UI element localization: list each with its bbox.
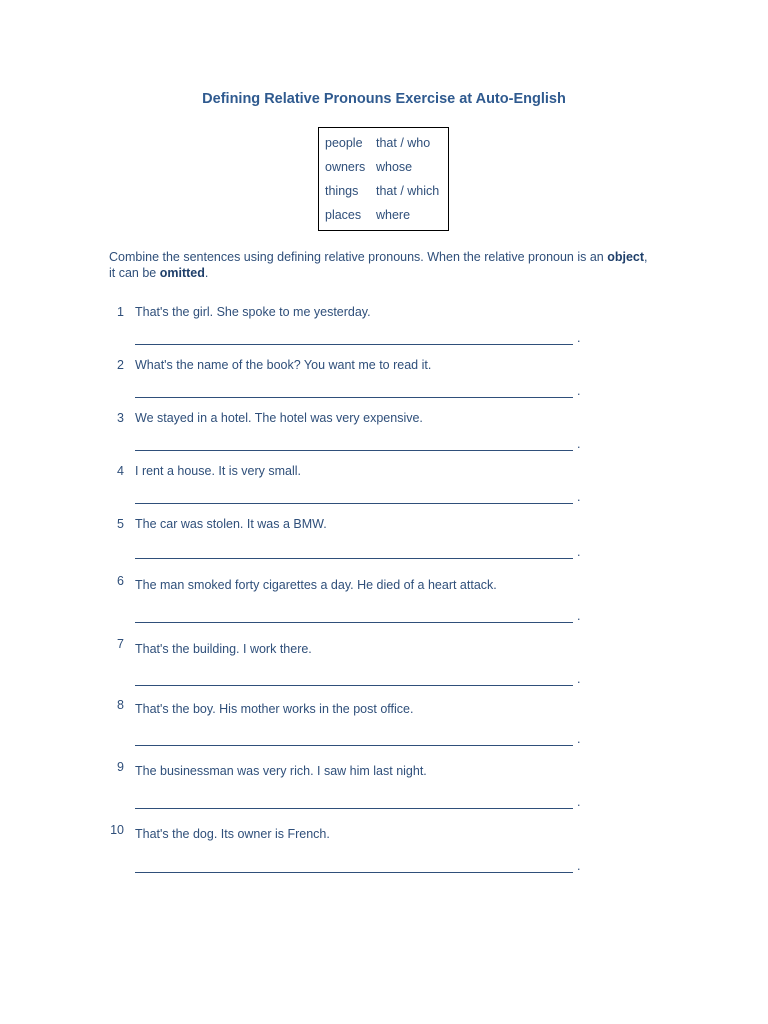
exercise-sentence: The car was stolen. It was a BMW. — [135, 517, 327, 531]
exercise-number: 3 — [117, 411, 124, 425]
exercise-sentence: We stayed in a hotel. The hotel was very expensive. — [135, 411, 423, 425]
answer-end-dot: . — [577, 732, 581, 746]
instructions-text: , it can be — [109, 250, 648, 280]
exercise-number: 7 — [117, 637, 124, 651]
reference-pronoun: that / who — [376, 136, 431, 150]
answer-end-dot: . — [577, 609, 581, 623]
instructions-text: . — [204, 266, 209, 280]
answer-line-4[interactable] — [135, 489, 573, 504]
exercise-sentence: That's the boy. His mother works in the post office. — [135, 702, 414, 716]
reference-pronoun: where — [376, 208, 411, 222]
exercise-number: 9 — [117, 760, 124, 774]
exercise-number: 10 — [110, 823, 124, 837]
answer-line-6[interactable] — [135, 608, 573, 623]
answer-end-dot: . — [577, 859, 581, 873]
answer-end-dot: . — [577, 490, 581, 504]
instructions — [109, 249, 649, 281]
reference-label: places — [325, 208, 362, 222]
answer-end-dot: . — [577, 437, 581, 451]
exercise-sentence: That's the girl. She spoke to me yesterday. — [135, 305, 371, 319]
exercise-sentence: That's the dog. Its owner is French. — [135, 827, 330, 841]
exercise-number: 2 — [117, 358, 124, 372]
answer-line-9[interactable] — [135, 794, 573, 809]
reference-label: people — [325, 136, 363, 150]
answer-line-8[interactable] — [135, 731, 573, 746]
answer-line-1[interactable] — [135, 330, 573, 345]
exercise-sentence: What's the name of the book? You want me to read it. — [135, 358, 432, 372]
answer-line-3[interactable] — [135, 436, 573, 451]
instructions-bold-object: object — [607, 250, 645, 264]
reference-pronoun: that / which — [376, 184, 440, 198]
exercise-number: 4 — [117, 464, 124, 478]
exercise-sentence: The man smoked forty cigarettes a day. He died of a heart attack. — [135, 578, 497, 592]
exercise-sentence: I rent a house. It is very small. — [135, 464, 302, 478]
answer-end-dot: . — [577, 672, 581, 686]
relative-pronoun-reference-table — [318, 127, 449, 231]
exercise-number: 1 — [117, 305, 124, 319]
answer-line-7[interactable] — [135, 671, 573, 686]
reference-pronoun: whose — [376, 160, 413, 174]
answer-end-dot: . — [577, 384, 581, 398]
page-title: Defining Relative Pronouns Exercise at Auto-English — [202, 91, 566, 107]
reference-label: owners — [325, 160, 366, 174]
answer-line-10[interactable] — [135, 858, 573, 873]
exercise-number: 8 — [117, 698, 124, 712]
reference-label: things — [325, 184, 359, 198]
exercise-sentence: That's the building. I work there. — [135, 642, 312, 656]
exercise-sentence: The businessman was very rich. I saw him last night. — [135, 764, 427, 778]
instructions-bold-omitted: omitted — [159, 266, 205, 280]
instructions-text: Combine the sentences using defining relative pronouns. When the relative pronoun is an — [109, 250, 608, 264]
exercise-number: 6 — [117, 574, 124, 588]
answer-line-5[interactable] — [135, 544, 573, 559]
answer-line-2[interactable] — [135, 383, 573, 398]
answer-end-dot: . — [577, 545, 581, 559]
exercise-number: 5 — [117, 517, 124, 531]
answer-end-dot: . — [577, 331, 581, 345]
answer-end-dot: . — [577, 795, 581, 809]
